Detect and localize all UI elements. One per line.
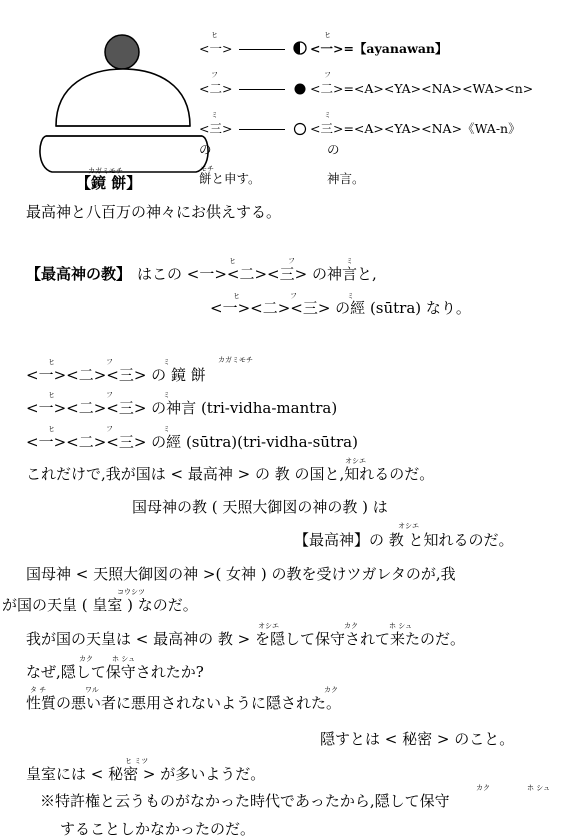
connector-line: [239, 49, 285, 50]
paragraph-line7: なぜ,隠して保守されたか?: [26, 663, 204, 681]
ruby-fu: フ: [288, 257, 295, 265]
note-line1: ※特許権と云うものがなかった時代であったから,隠して保守: [40, 792, 450, 810]
ruby-kaku: カク: [324, 686, 338, 694]
ruby-hoshu: ホ シュ: [527, 784, 551, 792]
list-line1: <一><二><三> の 鏡 餅: [26, 366, 206, 384]
list-line2: <一><二><三> の神言 (tri-vidha-mantra): [26, 399, 338, 417]
paragraph-line10: 皇室には < 秘密 > が多いようだ。: [26, 765, 266, 783]
ruby-oshie: オシエ: [398, 522, 419, 530]
ruby-mi: ミ: [211, 111, 218, 119]
ruby-hoshu: ホ シュ: [112, 655, 136, 663]
ruby-koushitsu: コウシツ: [117, 588, 145, 596]
ruby-kagamimochi: カガミモチ: [88, 167, 123, 175]
paragraph-line8: 性質の悪い者に悪用されないように隠された。: [26, 694, 342, 712]
ruby-oshie: オシエ: [345, 457, 366, 465]
ruby-fu: フ: [324, 71, 331, 79]
list-line3: <一><二><三> の經 (sūtra)(tri-vidha-sūtra): [26, 433, 358, 451]
ruby-tachi: タ チ: [30, 686, 47, 694]
ruby-kaku: カク: [344, 622, 358, 630]
teach-line2: <一><二><三> の經 (sūtra) なり。: [210, 299, 471, 317]
no-label-right: の: [327, 142, 340, 157]
ruby-hi: ヒ: [48, 391, 55, 399]
teach-line1: はこの <一><二><三> の神言と,: [137, 265, 377, 283]
diagram-row2-right: <二>=<A><YA><NA><WA><n>: [310, 81, 534, 96]
ruby-mi: ミ: [324, 111, 331, 119]
full-moon-icon: [293, 82, 307, 96]
paragraph-line4: 国母神 < 天照大御図の神 >( 女神 ) の教を受けツガレタのが,我: [26, 565, 456, 583]
ruby-fu: フ: [290, 292, 297, 300]
lower-mochi: [40, 136, 208, 172]
ruby-mochi: モチ: [200, 165, 214, 173]
paragraph-line1: これだけで,我が国は < 最高神 > の 教 の国と,知れるのだ。: [26, 465, 435, 483]
ruby-hoshu: ホ シュ: [389, 622, 413, 630]
kagami-mochi-illustration: [28, 26, 218, 176]
ruby-fu: フ: [106, 358, 113, 366]
ruby-hi: ヒ: [48, 425, 55, 433]
paragraph-line6: 我が国の天皇は < 最高神の 教 > を隠して保守されて来たのだ。: [26, 630, 465, 648]
ruby-mi: ミ: [347, 292, 354, 300]
ruby-himitsu: ヒ ミツ: [125, 757, 149, 765]
shingon-label: 神言。: [327, 171, 365, 186]
ruby-hi: ヒ: [324, 31, 331, 39]
ruby-fu: フ: [211, 71, 218, 79]
mochi-say-label: 餅と申す。: [199, 171, 261, 186]
teach-label: 【最高神の教】: [26, 265, 132, 283]
mantra-diagram: [199, 31, 569, 157]
no-label-left: の: [199, 142, 212, 157]
diagram-row1-right: <一>=【ayanawan】: [310, 41, 448, 56]
ruby-fu: フ: [106, 425, 113, 433]
diagram-row2-left: <二>: [199, 81, 233, 96]
note-line2: することしかなかったのだ。: [60, 820, 256, 838]
diagram-row3-left: <三>: [199, 121, 233, 136]
upper-mochi: [56, 69, 190, 126]
ruby-hi: ヒ: [211, 31, 218, 39]
connector-line: [239, 89, 285, 90]
offer-line: 最高神と八百万の神々にお供えする。: [26, 203, 282, 221]
diagram-row3-right: <三>=<A><YA><NA>《WA-n》: [310, 121, 521, 136]
empty-circle-icon: [293, 122, 307, 136]
ruby-mi: ミ: [346, 257, 353, 265]
ruby-mi: ミ: [163, 358, 170, 366]
connector-line: [239, 129, 285, 130]
paragraph-line9: 隠すとは < 秘密 > のこと。: [320, 730, 515, 748]
ruby-fu: フ: [106, 391, 113, 399]
ruby-mi: ミ: [163, 425, 170, 433]
mikan-orange: [105, 35, 139, 69]
ruby-kaku: カク: [79, 655, 93, 663]
paragraph-line3: 【最高神】の 教 と知れるのだ。: [294, 531, 514, 549]
kagami-mochi-label: 【鏡 餅】: [76, 174, 142, 192]
ruby-kaku: カク: [476, 784, 490, 792]
diagram-row1-left: <一>: [199, 41, 233, 56]
half-moon-icon: [293, 41, 307, 55]
paragraph-line2: 国母神の教 ( 天照大御図の神の教 ) は: [132, 498, 388, 516]
ruby-hi: ヒ: [229, 257, 236, 265]
paragraph-line5: が国の天皇 ( 皇室 ) なのだ。: [2, 596, 198, 614]
ruby-hi: ヒ: [233, 292, 240, 300]
ruby-oshie: オシエ: [258, 622, 279, 630]
ruby-waru: ワル: [85, 686, 99, 694]
ruby-kagamimochi: カガミモチ: [218, 356, 253, 364]
ruby-mi: ミ: [163, 391, 170, 399]
ruby-hi: ヒ: [48, 358, 55, 366]
